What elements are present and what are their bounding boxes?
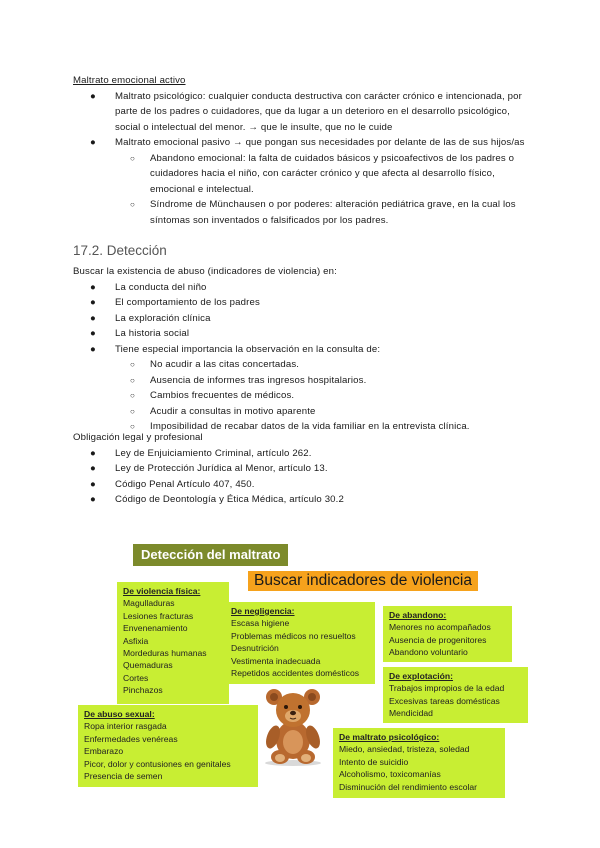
bullet-icon: ● <box>90 447 96 459</box>
list-item-text: Código Penal Artículo 407, 450. <box>115 478 255 490</box>
bullet-list <box>73 446 533 508</box>
box-title: De negligencia: <box>231 606 295 616</box>
box-exploitation <box>383 667 528 723</box>
list-item-text: La conducta del niño <box>115 281 207 293</box>
sub-item-text: Síndrome de Münchausen o por poderes: alteración pediátrica grave, en la cual los síntomas son inventados o falsificados por los padres. <box>150 199 516 226</box>
box-item: Pinchazos <box>123 685 163 696</box>
box-sexual-abuse <box>78 705 258 787</box>
box-item: Miedo, ansiedad, tristeza, soledad <box>339 744 470 755</box>
sub-list <box>73 357 533 435</box>
circle-bullet-icon: ○ <box>130 153 135 163</box>
list-item-text: Maltrato emocional pasivo → que pongan sus necesidades por delante de las de sus hijos/as <box>115 137 525 148</box>
sub-list <box>73 151 533 229</box>
bullet-icon: ● <box>90 478 96 490</box>
list-item <box>73 295 533 311</box>
box-item: Ropa interior rasgada <box>84 721 167 732</box>
box-item: Mordeduras humanas <box>123 648 207 659</box>
bullet-icon: ● <box>90 328 96 339</box>
list-item <box>73 326 533 342</box>
box-item: Quemaduras <box>123 660 173 671</box>
box-title: De violencia física: <box>123 586 201 596</box>
circle-bullet-icon: ○ <box>130 391 135 400</box>
bullet-list <box>73 280 533 358</box>
bullet-icon: ● <box>90 90 96 102</box>
box-item: Envenenamiento <box>123 623 188 634</box>
box-item: Picor, dolor y contusiones en genitales <box>84 758 231 769</box>
sub-item-text: Abandono emocional: la falta de cuidados básicos y psicoafectivos de los padres o cuidadores hacia el niño, con carácter crónico y que afecta al desarrollo físico, emocional e intelectual. <box>150 152 515 195</box>
infographic-title: Detección del maltrato <box>133 544 288 566</box>
box-physical-violence <box>117 582 229 704</box>
section-title: 17.2. Detección <box>73 243 167 258</box>
list-item <box>73 135 533 228</box>
box-item: Ausencia de progenitores <box>389 634 487 645</box>
list-item <box>73 280 533 296</box>
circle-bullet-icon: ○ <box>130 200 135 209</box>
sub-item-text: No acudir a las citas concertadas. <box>150 359 300 370</box>
box-title: De maltrato psicológico: <box>339 732 440 742</box>
box-item: Intento de suicidio <box>339 756 409 767</box>
box-title: De explotación: <box>389 671 453 681</box>
section-heading: Maltrato emocional activo <box>73 75 186 86</box>
bullet-icon: ● <box>90 297 96 308</box>
box-item: Problemas médicos no resueltos <box>231 630 356 641</box>
box-item: Disminución del rendimiento escolar <box>339 781 478 792</box>
sub-list-item <box>73 151 533 198</box>
teddy-bear-icon <box>258 685 328 767</box>
bullet-icon: ● <box>90 463 96 474</box>
box-item: Repetidos accidentes domésticos <box>231 668 360 679</box>
box-item: Enfermedades venéreas <box>84 733 178 744</box>
box-item: Embarazo <box>84 746 124 757</box>
box-item: Alcoholismo, toxicomanías <box>339 769 441 780</box>
list-item <box>73 311 533 327</box>
list-item-text: La historia social <box>115 328 190 339</box>
box-item: Mendicidad <box>389 708 433 719</box>
box-item: Desnutrición <box>231 643 279 654</box>
sub-item-text: Acudir a consultas in motivo aparente <box>150 405 316 417</box>
list-item-text: Tiene especial importancia la observación en la consulta de: <box>115 343 381 355</box>
circle-bullet-icon: ○ <box>130 406 135 416</box>
bullet-icon: ● <box>90 281 96 293</box>
list-item <box>73 89 533 136</box>
box-psychological-abuse <box>333 728 505 798</box>
list-item <box>73 446 533 462</box>
bullet-icon: ● <box>90 312 96 324</box>
box-item: Menores no acompañados <box>389 622 491 633</box>
box-abandonment <box>383 606 512 662</box>
box-item: Presencia de semen <box>84 771 163 782</box>
sub-list-item <box>73 373 533 389</box>
box-item: Trabajos impropios de la edad <box>389 683 505 694</box>
box-item: Vestimenta inadecuada <box>231 655 321 666</box>
box-item: Asfixia <box>123 635 149 646</box>
list-item <box>73 492 533 508</box>
list-item <box>73 461 533 477</box>
circle-bullet-icon: ○ <box>130 375 135 385</box>
section-emotional-abuse <box>73 73 533 228</box>
list-item-text: Ley de Protección Jurídica al Menor, artículo 13. <box>115 463 328 474</box>
sub-item-text: Cambios frecuentes de médicos. <box>150 390 295 401</box>
box-neglect <box>225 602 375 684</box>
section-detection <box>73 264 533 435</box>
box-title: De abuso sexual: <box>84 709 155 719</box>
bullet-icon: ● <box>90 494 96 505</box>
circle-bullet-icon: ○ <box>130 422 135 431</box>
sub-list-item <box>73 388 533 404</box>
list-item-text: Maltrato psicológico: cualquier conducta destructiva con carácter crónico e intencionada, por parte de los padres o cuidadores, que da lugar a un deterioro en el desarrollo psicológico, social o intelectual del menor. → que le insulte, que no le cuide <box>115 90 522 133</box>
list-item-text: El comportamiento de los padres <box>115 297 260 308</box>
list-item <box>73 477 533 493</box>
section-intro: Buscar la existencia de abuso (indicadores de violencia) en: <box>73 266 337 277</box>
section-legal <box>73 430 533 508</box>
sub-list-item <box>73 357 533 373</box>
sub-item-text: Ausencia de informes tras ingresos hospitalarios. <box>150 374 367 386</box>
box-item: Escasa higiene <box>231 618 290 629</box>
list-item-text: La exploración clínica <box>115 312 211 324</box>
box-item: Cortes <box>123 672 149 683</box>
sub-list-item <box>73 404 533 420</box>
bullet-list <box>73 89 533 229</box>
box-item: Abandono voluntario <box>389 647 468 658</box>
list-item-text: Código de Deontología y Ética Médica, artículo 30.2 <box>115 494 344 505</box>
box-item: Magulladuras <box>123 598 175 609</box>
box-title: De abandono: <box>389 610 447 620</box>
bullet-icon: ● <box>90 343 96 355</box>
infographic-subtitle: Buscar indicadores de violencia <box>248 571 478 591</box>
list-item-text: Ley de Enjuiciamiento Criminal, artículo 262. <box>115 447 312 459</box>
circle-bullet-icon: ○ <box>130 360 135 369</box>
sub-list-item <box>73 197 533 228</box>
box-item: Lesiones fracturas <box>123 610 194 621</box>
section-heading: Obligación legal y profesional <box>73 432 203 443</box>
sub-item-text: Imposibilidad de recabar datos de la vida familiar en la entrevista clínica. <box>150 421 470 432</box>
list-item <box>73 342 533 358</box>
teddy-bear-image <box>258 685 328 767</box>
bullet-icon: ● <box>90 137 96 148</box>
box-item: Excesivas tareas domésticas <box>389 695 500 706</box>
